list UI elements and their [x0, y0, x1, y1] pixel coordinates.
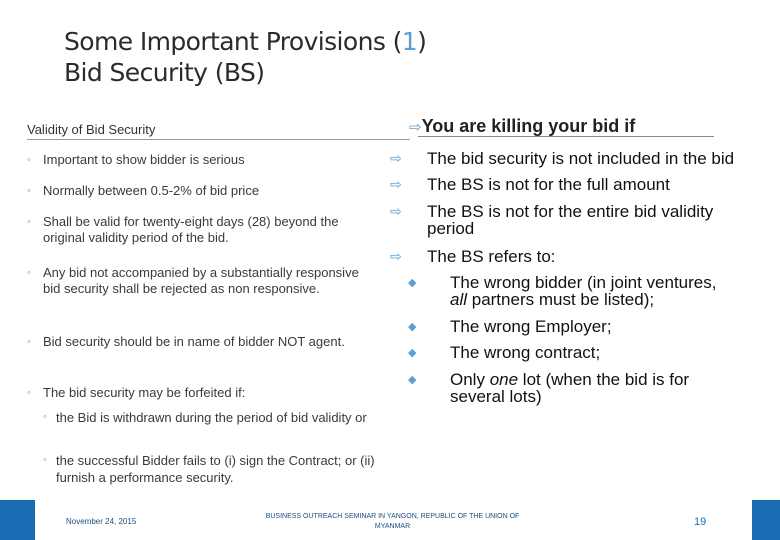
left-heading: Validity of Bid Security	[27, 122, 156, 137]
diamond-bullet-icon: ◆	[408, 374, 417, 386]
arrow-right-icon: ⇨	[390, 203, 402, 219]
list-item: ◦ Normally between 0.5-2% of bid price	[27, 183, 260, 198]
list-item: ⇨ The bid security is not included in the bid	[390, 149, 735, 168]
footer-seminar: BUSINESS OUTREACH SEMINAR IN YANGON, REPUBLIC OF THE UNION OF MYANMAR	[265, 513, 520, 530]
arrow-right-icon: ⇨	[409, 119, 422, 136]
bullet-icon: ◦	[43, 454, 47, 466]
sub-list-item: ◆ The wrong Employer;	[408, 317, 612, 336]
right-heading: ⇨You are killing your bid if	[409, 116, 636, 136]
diamond-bullet-icon: ◆	[408, 321, 417, 333]
list-item: ◦ Important to show bidder is serious	[27, 152, 245, 167]
bullet-icon: ◦	[27, 154, 31, 166]
bullet-icon: ◦	[27, 267, 31, 279]
right-divider	[418, 136, 714, 137]
arrow-right-icon: ⇨	[390, 248, 402, 264]
footer-date: November 24, 2015	[66, 517, 137, 526]
list-item: ⇨ The BS refers to:	[390, 247, 556, 266]
arrow-right-icon: ⇨	[390, 176, 402, 192]
arrow-right-icon: ⇨	[390, 150, 402, 166]
left-divider	[27, 139, 410, 140]
list-item: ⇨ The BS is not for the entire bid validity period	[390, 202, 714, 238]
title-number: 1	[401, 27, 418, 56]
list-item: ◦ Shall be valid for twenty-eight days (28) beyond the original validity period of the bid.	[27, 214, 339, 245]
sub-list-item: ◆ The wrong contract;	[408, 343, 601, 362]
sub-list-item: ◦ the successful Bidder fails to (i) sign the Contract; or (ii) furnish a performance security.	[43, 453, 375, 485]
bullet-icon: ◦	[43, 411, 47, 423]
diamond-bullet-icon: ◆	[408, 347, 417, 359]
list-item: ◦ Bid security should be in name of bidder NOT agent.	[27, 334, 345, 349]
sub-list-item: ◦ the Bid is withdrawn during the period of bid validity or	[43, 410, 367, 425]
bullet-icon: ◦	[27, 336, 31, 348]
title-line-1: Some Important Provisions (1)	[64, 27, 427, 56]
list-item: ◦ Any bid not accompanied by a substantially responsive bid security shall be rejected as non responsive.	[27, 265, 359, 296]
bullet-icon: ◦	[27, 216, 31, 228]
slide-title	[64, 26, 664, 88]
title-line-2: Bid Security (BS)	[64, 58, 265, 87]
bullet-icon: ◦	[27, 387, 31, 399]
sub-list-item: ◆ The wrong bidder (in joint ventures, all partners must be listed);	[408, 273, 717, 309]
page-number: 19	[694, 516, 707, 528]
diamond-bullet-icon: ◆	[408, 277, 417, 289]
bullet-icon: ◦	[27, 185, 31, 197]
list-item: ◦ The bid security may be forfeited if:	[27, 385, 246, 400]
sub-list-item: ◆ Only one lot (when the bid is for several lots)	[408, 370, 690, 406]
list-item: ⇨ The BS is not for the full amount	[390, 175, 670, 194]
